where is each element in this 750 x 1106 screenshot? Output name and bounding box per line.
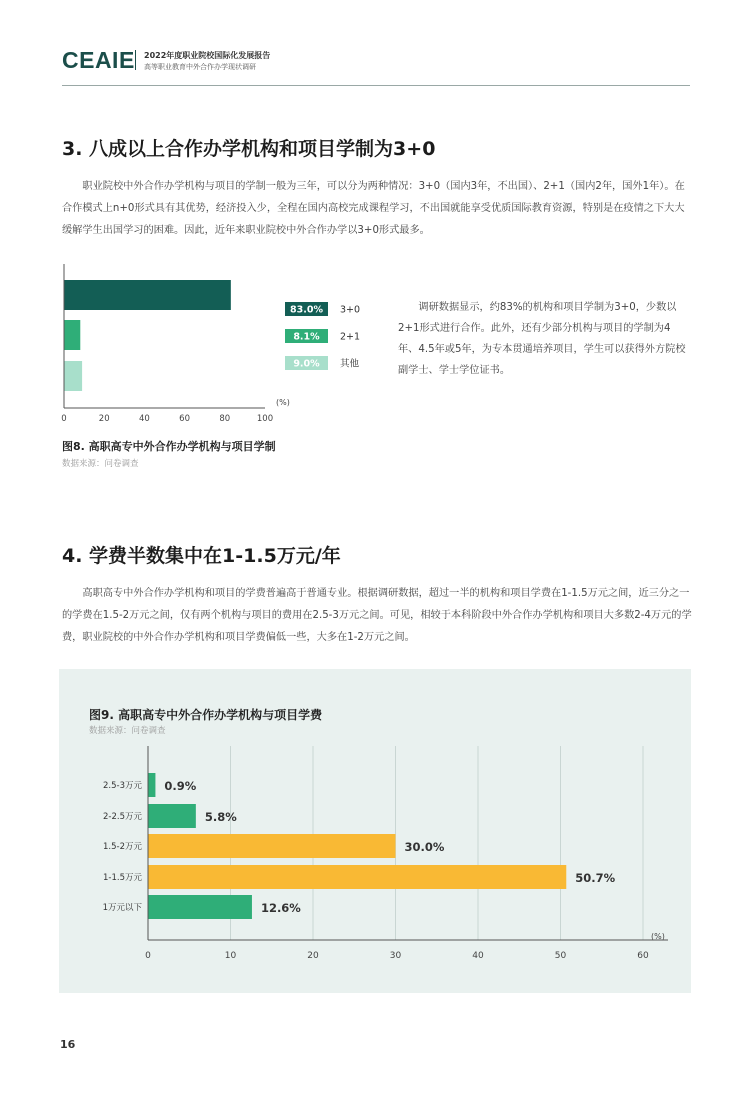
bar-1-1.5万元 xyxy=(148,865,566,889)
bar-1.5-2万元 xyxy=(148,834,396,858)
category-label: 2.5-3万元 xyxy=(103,781,142,791)
figure8-source: 数据来源：问卷调查 xyxy=(62,459,139,469)
data-label: 9.0% xyxy=(293,358,320,370)
section3-side-paragraph: 调研数据显示，约83%的机构和项目学制为3+0，少数以2+1形式进行合作。此外，还有少部分机构与项目的学制为4年、4.5年或5年，为专本贯通培养项目，学生可以获得外方院校副学士、学士学位证书。 xyxy=(398,302,686,376)
category-label: 1-1.5万元 xyxy=(103,873,142,883)
data-label: 0.9% xyxy=(164,779,197,793)
x-tick-label: 20 xyxy=(307,951,319,961)
page-number: 16 xyxy=(60,1038,76,1051)
category-label: 2-2.5万元 xyxy=(103,812,142,822)
x-tick-label: 60 xyxy=(637,951,649,961)
figure8-chart xyxy=(40,258,380,428)
x-tick-label: 0 xyxy=(61,414,67,424)
data-label: 8.1% xyxy=(293,331,320,343)
x-tick-label: 50 xyxy=(554,951,567,961)
figure9-caption: 图9. 高职高专中外合作办学机构与项目学费 xyxy=(89,708,323,722)
figure9-source: 数据来源：问卷调查 xyxy=(89,726,166,736)
section3-title: 3. 八成以上合作办学机构和项目学制为3+0 xyxy=(62,138,436,160)
x-tick-label: 40 xyxy=(472,951,484,961)
bar-2.5-3万元 xyxy=(148,773,155,797)
legend-label: 2+1 xyxy=(340,331,361,343)
data-label: 83.0% xyxy=(290,304,323,316)
section3-paragraph: 职业院校中外合作办学机构与项目的学制一般为三年，可以分为两种情况：3+0（国内3年，不出国）、2+1（国内2年，国外1年）。在合作模式上n+0形式具有其优势，经济投入少，全程在国内高校完成课程学习，不出国就能享受优质国际教育资源，特别是在疫情之下大大缓解学生出国学习的困难。因此，近年来职业院校中外合作办学以3+0形式最多。 xyxy=(62,181,685,236)
ceaie-logo: CEAIE xyxy=(62,47,135,73)
x-tick-label: 0 xyxy=(145,951,151,961)
x-unit-label: (%) xyxy=(651,932,665,941)
x-tick-label: 40 xyxy=(138,414,150,424)
x-tick-label: 80 xyxy=(219,414,231,424)
bar-其他 xyxy=(64,361,82,391)
category-label: 1万元以下 xyxy=(102,903,142,913)
header-divider xyxy=(135,50,136,70)
x-tick-label: 30 xyxy=(389,951,402,961)
x-tick-label: 10 xyxy=(224,951,237,961)
figure9-chart xyxy=(59,740,691,980)
x-tick-label: 60 xyxy=(179,414,191,424)
bar-1万元以下 xyxy=(148,895,252,919)
data-label: 50.7% xyxy=(575,871,616,885)
data-label: 12.6% xyxy=(260,901,301,915)
bar-2-2.5万元 xyxy=(148,804,196,828)
data-label: 5.8% xyxy=(204,810,237,824)
bar-2+1 xyxy=(64,320,80,350)
x-tick-label: 100 xyxy=(256,414,274,424)
x-tick-label: 20 xyxy=(98,414,110,424)
legend-label: 其他 xyxy=(340,358,360,370)
bar-3+0 xyxy=(64,280,231,310)
data-label: 30.0% xyxy=(404,840,445,854)
report-title: 2022年度职业院校国际化发展报告 xyxy=(144,51,271,60)
x-unit-label: (%) xyxy=(276,398,290,407)
category-label: 1.5-2万元 xyxy=(103,842,142,852)
section4-paragraph: 高职高专中外合作办学机构和项目的学费普遍高于普通专业。根据调研数据，超过一半的机构和项目学费在1-1.5万元之间，近三分之一的学费在1.5-2万元之间，仅有两个机构与项目的费用在2.5-3万元之间。可见，相较于本科阶段中外合作办学机构和项目大多数2-4万元的学费，职业院校的中外合作办学机构和项目学费偏低一些，大多在1-2万元之间。 xyxy=(62,588,692,643)
page-header xyxy=(62,44,690,86)
report-subtitle: 高等职业教育中外合作办学现状调研 xyxy=(144,63,256,71)
section4-title: 4. 学费半数集中在1-1.5万元/年 xyxy=(62,545,341,567)
legend-label: 3+0 xyxy=(340,304,361,316)
figure8-caption: 图8. 高职高专中外合作办学机构与项目学制 xyxy=(62,440,276,453)
